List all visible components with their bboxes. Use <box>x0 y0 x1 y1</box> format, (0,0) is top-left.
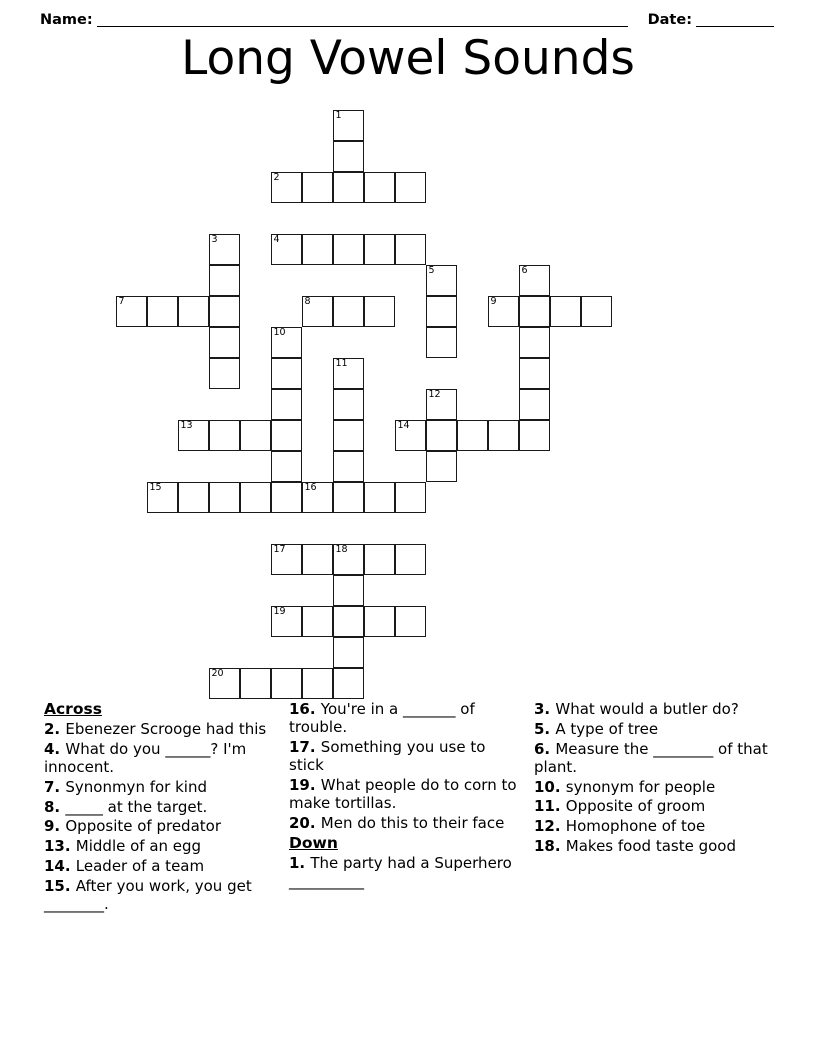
clue-text: Ebenezer Scrooge had this <box>65 719 267 738</box>
clue-item-down-11 <box>534 797 774 815</box>
grid-cell[interactable] <box>333 234 364 265</box>
clue-number: 11. <box>534 797 566 816</box>
clue-number: 14. <box>44 856 76 875</box>
grid-cell[interactable] <box>519 420 550 451</box>
clue-text: Something you use to stick <box>289 738 486 775</box>
cell-number: 6 <box>521 265 528 276</box>
grid-cell[interactable] <box>333 451 364 482</box>
grid-cell[interactable] <box>519 296 550 327</box>
grid-cell[interactable] <box>333 358 364 389</box>
grid-cell[interactable] <box>271 544 302 575</box>
clue-number: 16. <box>289 700 321 718</box>
grid-cell[interactable] <box>178 296 209 327</box>
clue-item-down-1 <box>289 854 524 891</box>
clue-text: After you work, you get ________. <box>44 876 252 914</box>
clue-item-down-12 <box>534 817 774 835</box>
grid-cell[interactable] <box>302 296 333 327</box>
grid-cell[interactable] <box>209 265 240 296</box>
grid-cell[interactable] <box>333 172 364 203</box>
clue-item-across-4 <box>44 740 279 777</box>
grid-cell[interactable] <box>488 296 519 327</box>
grid-cell[interactable] <box>209 234 240 265</box>
cell-number: 14 <box>397 420 410 431</box>
grid-cell[interactable] <box>209 358 240 389</box>
grid-cell[interactable] <box>426 327 457 358</box>
grid-cell[interactable] <box>581 296 612 327</box>
grid-cell[interactable] <box>271 451 302 482</box>
grid-cell[interactable] <box>395 544 426 575</box>
clue-item-down-6 <box>534 740 774 777</box>
grid-cell[interactable] <box>395 234 426 265</box>
cell-number: 11 <box>335 358 348 369</box>
clue-item-across-15 <box>44 877 279 914</box>
cell-number: 2 <box>273 172 280 183</box>
clue-number: 10. <box>534 777 566 796</box>
clues-container <box>44 700 774 915</box>
grid-cell[interactable] <box>395 172 426 203</box>
grid-cell[interactable] <box>519 358 550 389</box>
grid-cell[interactable] <box>271 668 302 699</box>
clue-item-across-14 <box>44 857 279 875</box>
grid-cell[interactable] <box>147 482 178 513</box>
grid-cell[interactable] <box>209 420 240 451</box>
grid-cell[interactable] <box>333 141 364 172</box>
grid-cell[interactable] <box>333 606 364 637</box>
clue-text: Leader of a team <box>75 856 205 875</box>
clue-text: You're in a _______ of trouble. <box>289 700 475 737</box>
clue-number: 7. <box>44 777 66 796</box>
cell-number: 10 <box>273 327 286 338</box>
grid-cell[interactable] <box>426 296 457 327</box>
grid-cell[interactable] <box>302 544 333 575</box>
clue-number: 15. <box>44 876 76 895</box>
clue-item-down-3 <box>534 700 774 718</box>
grid-cell[interactable] <box>426 420 457 451</box>
grid-cell[interactable] <box>178 482 209 513</box>
clue-text: synonym for people <box>565 777 716 796</box>
grid-cell[interactable] <box>395 482 426 513</box>
grid-cell[interactable] <box>271 327 302 358</box>
grid-cell[interactable] <box>426 451 457 482</box>
clue-number: 5. <box>534 719 556 738</box>
grid-cell[interactable] <box>333 389 364 420</box>
grid-cell[interactable] <box>302 234 333 265</box>
clue-number: 2. <box>44 719 66 738</box>
clue-number: 17. <box>289 738 321 757</box>
clue-text: Opposite of predator <box>65 817 221 836</box>
grid-cell[interactable] <box>519 265 550 296</box>
clue-item-down-5 <box>534 720 774 738</box>
clue-column-2 <box>289 700 534 892</box>
grid-cell[interactable] <box>271 172 302 203</box>
grid-cell[interactable] <box>426 265 457 296</box>
clue-column-3 <box>534 700 774 857</box>
clue-text: Synonmyn for kind <box>65 777 207 796</box>
cell-number: 8 <box>304 296 311 307</box>
clue-item-across-17 <box>289 738 524 775</box>
cell-number: 19 <box>273 606 286 617</box>
clue-text: _____ at the target. <box>65 797 208 816</box>
grid-cell[interactable] <box>426 389 457 420</box>
grid-cell[interactable] <box>364 606 395 637</box>
grid-cell[interactable] <box>271 358 302 389</box>
clue-item-down-10 <box>534 778 774 796</box>
cell-number: 16 <box>304 482 317 493</box>
clue-text: A type of tree <box>555 719 659 738</box>
clue-item-across-9 <box>44 817 279 835</box>
clue-text: The party had a Superhero __________ <box>289 853 512 891</box>
clue-item-across-16 <box>289 700 524 737</box>
grid-cell[interactable] <box>333 637 364 668</box>
grid-cell[interactable] <box>271 606 302 637</box>
cell-number: 13 <box>180 420 193 431</box>
grid-cell[interactable] <box>333 482 364 513</box>
down-heading: Down <box>289 834 338 853</box>
clue-text: Homophone of toe <box>565 817 706 836</box>
grid-cell[interactable] <box>271 482 302 513</box>
clue-text: What do you ______? I'm innocent. <box>44 739 247 776</box>
grid-cell[interactable] <box>333 110 364 141</box>
clue-item-across-2 <box>44 720 279 738</box>
clue-text: Measure the ________ of that plant. <box>534 739 768 776</box>
clue-number: 3. <box>534 700 556 718</box>
clue-text: Opposite of groom <box>565 797 706 816</box>
grid-cell[interactable] <box>550 296 581 327</box>
clue-text: Men do this to their face <box>320 814 505 833</box>
clue-number: 1. <box>289 853 311 872</box>
grid-cell[interactable] <box>271 420 302 451</box>
clue-item-across-19 <box>289 776 524 813</box>
clue-number: 20. <box>289 814 321 833</box>
cell-number: 4 <box>273 234 280 245</box>
grid-cell[interactable] <box>519 327 550 358</box>
clue-item-across-7 <box>44 778 279 796</box>
cell-number: 20 <box>211 668 224 679</box>
grid-cell[interactable] <box>519 389 550 420</box>
grid-cell[interactable] <box>178 420 209 451</box>
grid-cell[interactable] <box>302 606 333 637</box>
clue-text: Middle of an egg <box>75 837 202 856</box>
cell-number: 15 <box>149 482 162 493</box>
grid-cell[interactable] <box>333 575 364 606</box>
clue-number: 18. <box>534 837 566 856</box>
grid-cell[interactable] <box>240 420 271 451</box>
clue-item-across-13 <box>44 837 279 855</box>
grid-cell[interactable] <box>333 420 364 451</box>
cell-number: 17 <box>273 544 286 555</box>
date-label: Date: <box>647 12 692 28</box>
grid-cell[interactable] <box>364 296 395 327</box>
grid-cell[interactable] <box>302 668 333 699</box>
grid-cell[interactable] <box>364 234 395 265</box>
grid-cell[interactable] <box>395 606 426 637</box>
clue-number: 4. <box>44 739 66 758</box>
clue-number: 13. <box>44 837 76 856</box>
clue-text: What would a butler do? <box>555 700 739 718</box>
grid-cell[interactable] <box>240 668 271 699</box>
clue-number: 9. <box>44 817 66 836</box>
cell-number: 12 <box>428 389 441 400</box>
clue-item-across-8 <box>44 798 279 816</box>
cell-number: 18 <box>335 544 348 555</box>
grid-cell[interactable] <box>364 482 395 513</box>
clue-number: 19. <box>289 776 321 795</box>
grid-cell[interactable] <box>395 420 426 451</box>
grid-cell[interactable] <box>209 296 240 327</box>
across-heading: Across <box>44 700 102 718</box>
grid-cell[interactable] <box>457 420 488 451</box>
grid-cell[interactable] <box>333 544 364 575</box>
clue-number: 6. <box>534 739 556 758</box>
grid-cell[interactable] <box>209 482 240 513</box>
grid-cell[interactable] <box>147 296 178 327</box>
clue-item-down-18 <box>534 837 774 855</box>
cell-number: 1 <box>335 110 342 121</box>
clue-text: What people do to corn to make tortillas. <box>289 776 517 813</box>
grid-cell[interactable] <box>271 234 302 265</box>
grid-cell[interactable] <box>116 296 147 327</box>
clue-number: 12. <box>534 817 566 836</box>
grid-cell[interactable] <box>302 172 333 203</box>
clue-text: Makes food taste good <box>565 837 736 856</box>
clue-column-1 <box>44 700 289 915</box>
cell-number: 7 <box>118 296 125 307</box>
cell-number: 3 <box>211 234 218 245</box>
cell-number: 9 <box>490 296 497 307</box>
page-title: Long Vowel Sounds <box>181 31 635 86</box>
grid-cell[interactable] <box>302 482 333 513</box>
clue-item-across-20 <box>289 814 524 832</box>
grid-cell[interactable] <box>240 482 271 513</box>
grid-cell[interactable] <box>488 420 519 451</box>
grid-cell[interactable] <box>364 544 395 575</box>
grid-cell[interactable] <box>333 296 364 327</box>
cell-number: 5 <box>428 265 435 276</box>
grid-cell[interactable] <box>209 668 240 699</box>
grid-cell[interactable] <box>333 668 364 699</box>
grid-cell[interactable] <box>364 172 395 203</box>
grid-cell[interactable] <box>209 327 240 358</box>
clue-number: 8. <box>44 797 66 816</box>
name-label: Name: <box>40 12 93 28</box>
grid-cell[interactable] <box>271 389 302 420</box>
